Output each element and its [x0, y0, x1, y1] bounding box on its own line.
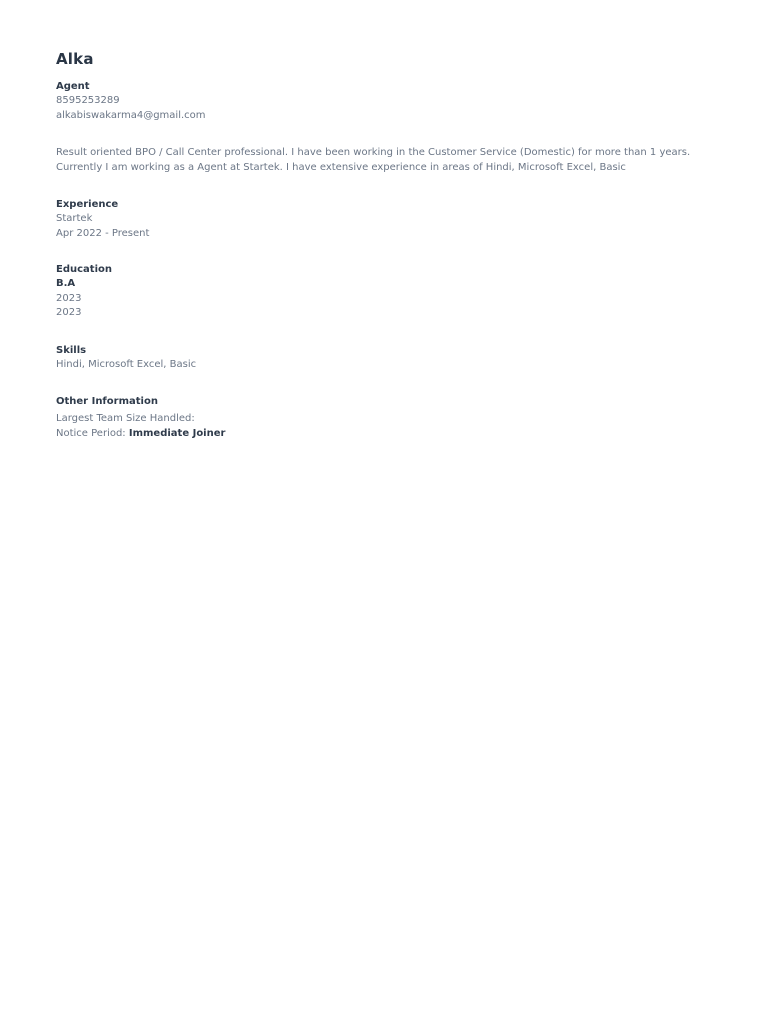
- candidate-phone: 8595253289: [56, 95, 120, 106]
- other-information-heading: Other Information: [56, 396, 158, 407]
- notice-period-row: [56, 427, 712, 442]
- education-heading: Education: [56, 264, 112, 275]
- education-degree: B.A: [56, 278, 76, 289]
- education-year-start: 2023: [56, 292, 82, 304]
- team-size-label: Largest Team Size Handled:: [56, 413, 195, 424]
- notice-period-value: Immediate Joiner: [128, 427, 226, 439]
- education-section: [56, 263, 712, 321]
- candidate-name: Alka: [56, 50, 94, 68]
- profile-summary: Result oriented BPO / Call Center professional. I have been working in the Customer Service (Domestic) for more than 1 years. Currently I am working as a Agent at Startek. I have extensive experience in areas of Hindi, Microsoft Excel, Basic: [56, 147, 691, 173]
- education-year-end: 2023: [56, 307, 82, 318]
- candidate-email: alkabiswakarma4@gmail.com: [56, 109, 206, 121]
- experience-period: Apr 2022 - Present: [56, 227, 150, 239]
- skills-section: [56, 344, 712, 373]
- other-information-section: [56, 395, 712, 441]
- skills-list: Hindi, Microsoft Excel, Basic: [56, 358, 197, 370]
- resume-page: [56, 50, 712, 441]
- notice-period-label: Notice Period:: [56, 427, 126, 439]
- experience-section: [56, 198, 712, 241]
- experience-company: Startek: [56, 213, 93, 224]
- skills-heading: Skills: [56, 344, 87, 356]
- experience-heading: Experience: [56, 199, 119, 210]
- candidate-role: Agent: [56, 81, 90, 92]
